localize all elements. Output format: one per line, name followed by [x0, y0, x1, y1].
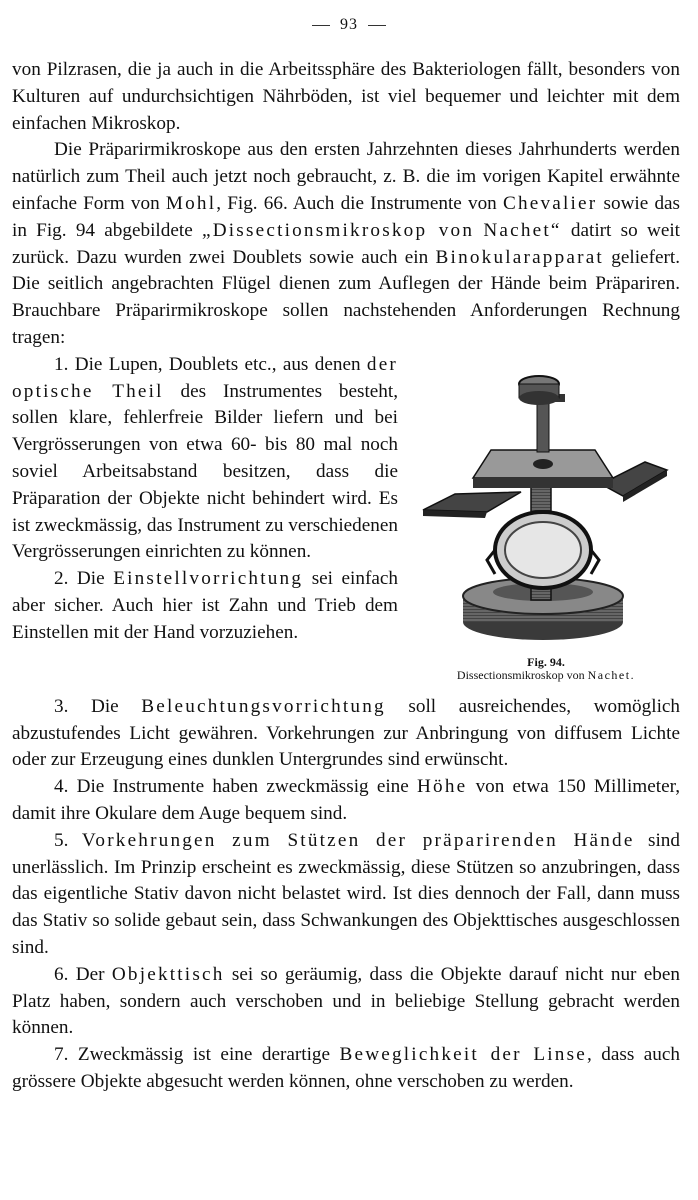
paragraph-item-7: 7. Zweckmässig ist eine derartige Beweglichkeit der Linse, dass auch grössere Objekte abgesucht werden können, ohne verschoben zu werden.	[12, 1044, 680, 1092]
name-nachet: Nachet“	[483, 219, 562, 241]
name-chevalier: Chevalier	[502, 192, 598, 214]
paragraph-item-6: 6. Der Objekttisch sei so geräumig, dass die Objekte darauf nicht nur eben Platz haben, sondern auch verschoben und in beliebige Stellung gebracht werden können.	[12, 963, 681, 1039]
figure-caption-text: Dissectionsmikroskop von	[456, 667, 585, 682]
paragraph-0: von Pilzrasen, die ja auch in die Arbeitssphäre des Bakteriologen fällt, besonders von Kulturen auf undurchsichtigen Nährböden, ist viel bequemer und leichter mit dem einfachen Mikroskop.	[12, 59, 680, 134]
body-text	[12, 57, 680, 1096]
paragraph-1: Die Präparirmikroskope aus den ersten Jahrzehnten dieses Jahrhunderts werden natürlich zum Theil auch jetzt noch gebraucht, z. B. die im vorigen Kapitel erwähnte einfache Form von Mohl, Fig. 66. Auch die Instrumente von Chevalier sowie das in Fig. 94 abgebildete „Dissectionsmikroskop von Nachet“ datirt so weit zurück. Dazu wurden zwei Doublets sowie auch ein Binokularapparat geliefert. Die seitlich angebrachten Flügel dienen zum Auflegen der Hände beim Präpariren. Brauchbare Präparirmikroskope sollen nachstehenden Anforderungen Rechnung tragen:	[12, 139, 681, 348]
figure-caption	[412, 656, 680, 682]
paragraph-item-5: 5. Vorkehrungen zum Stützen der präparirenden Hände sind unerlässlich. Im Prinzip erscheint es zweckmässig, diese Stützen so anzubringen, dass das eigentliche Stativ davon nicht belastet wird. Ist dies dennoch der Fall, dann muss das Stativ so solide gebaut sein, dass Schwankungen des Objekttisches ausgeschlossen sind.	[12, 829, 680, 958]
page-number	[0, 16, 698, 34]
page-number-text: 93	[340, 16, 358, 33]
dash-left	[312, 25, 330, 26]
term-binokular: Binokularapparat	[435, 246, 604, 268]
name-mohl: Mohl	[165, 192, 217, 214]
dash-right	[368, 25, 386, 26]
figure-caption-author: Nachet.	[587, 667, 636, 682]
paragraph-item-2: 2. Die Einstellvorrichtung sei einfach aber sicher. Auch hier ist Zahn und Trieb dem Einstellen mit der Hand vorzuziehen.	[12, 568, 398, 643]
figure-94	[412, 360, 680, 688]
paragraph-item-1: 1. Die Lupen, Doublets etc., aus denen der optische Theil des Instrumentes besteht, sollen klare, fehlerfreie Bilder liefern und bei Vergrösserungen von etwa 60- bis 80 mal noch soviel Arbeitsabstand besitzen, dass die Präparation der Objekte nicht behindert wird. Es ist zweckmässig, das Instrument zu verschiedenen Vergrösserungen einrichten zu können.	[12, 353, 399, 563]
figure-label: Fig. 94.	[527, 654, 565, 669]
paragraph-item-4: 4. Die Instrumente haben zweckmässig eine Höhe von etwa 150 Millimeter, damit ihre Okulare dem Auge bequem sind.	[12, 776, 681, 824]
microscope-illustration	[415, 360, 677, 656]
paragraph-item-3: 3. Die Beleuchtungsvorrichtung soll ausreichendes, womöglich abzustufendes Licht gewähren. Vorkehrungen zur Anbringung von diffusem Lichte oder zur Erzeugung eines dunklen Untergrundes sind erwünscht.	[12, 695, 681, 771]
